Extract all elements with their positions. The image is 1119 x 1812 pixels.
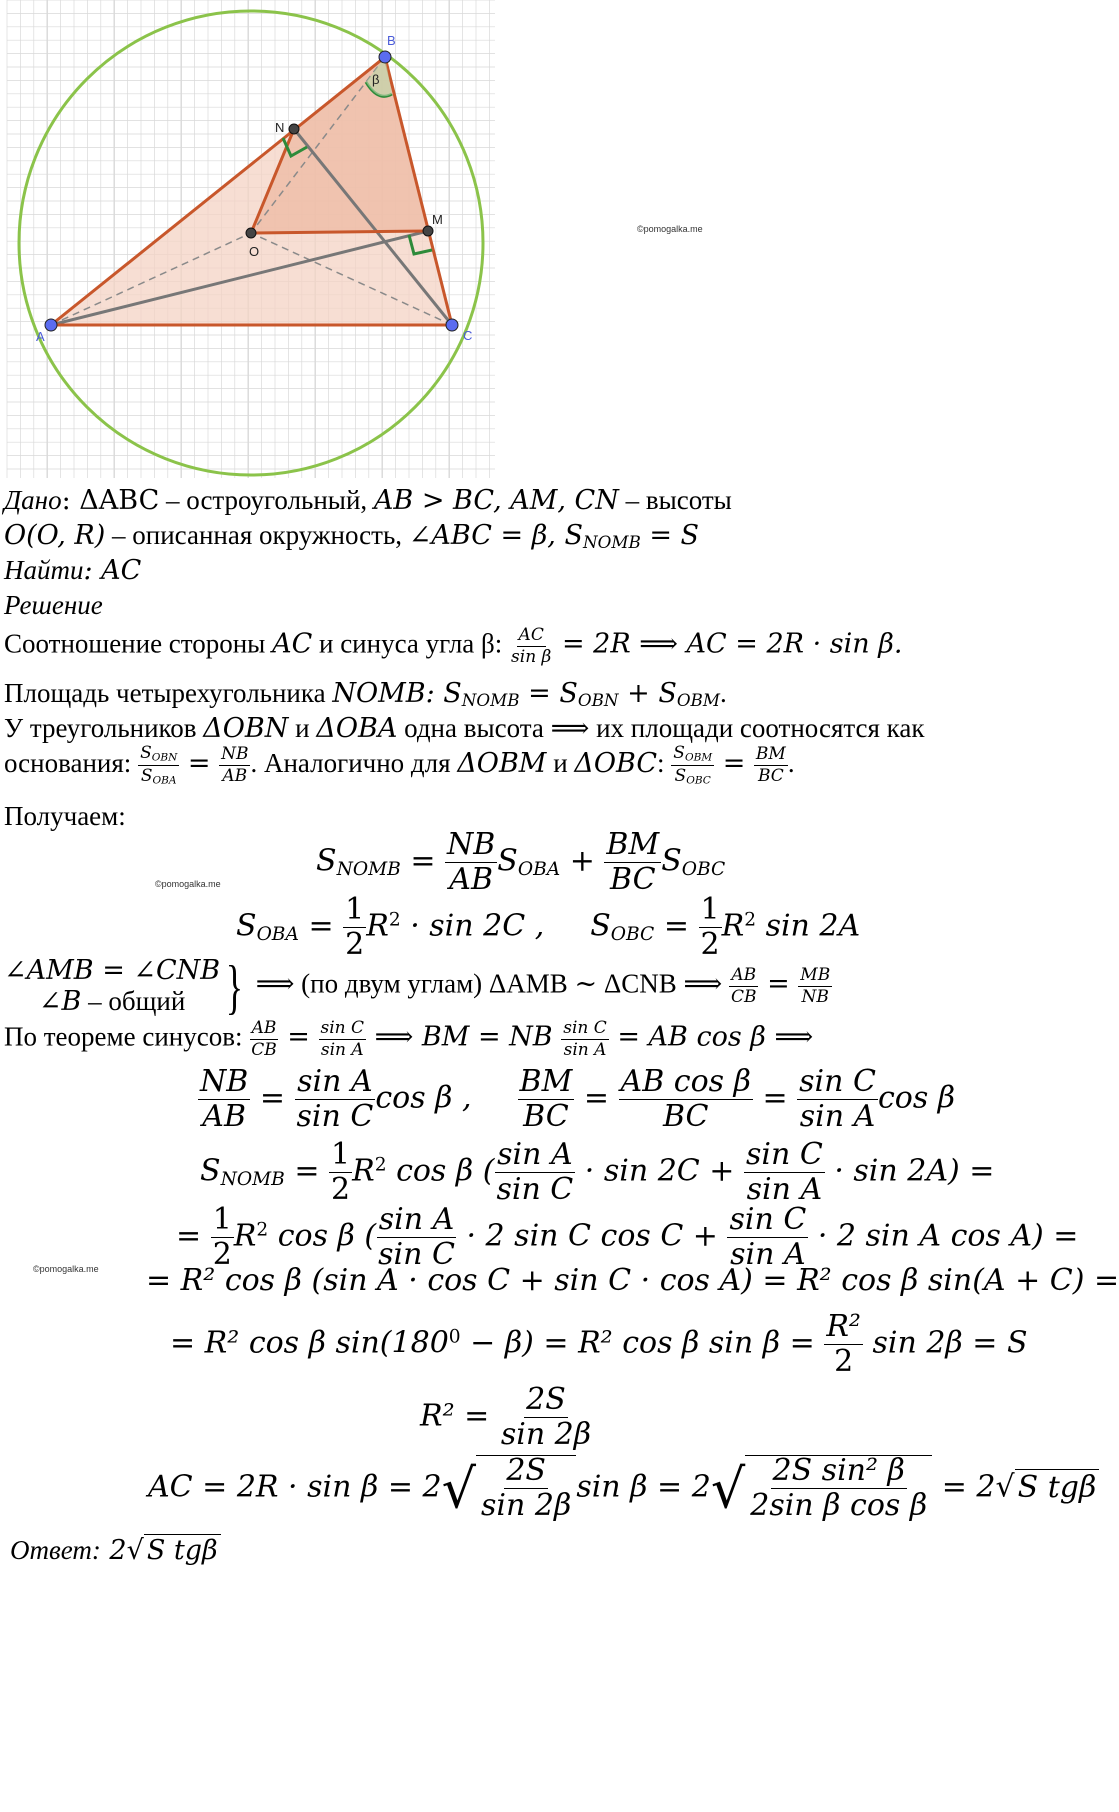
point-c <box>446 319 458 331</box>
get-label: Получаем: <box>4 801 126 831</box>
big-eq-2: = $\frac{1}{2}$ $R^2$ cos β ( $\frac{\text{sin A}}{\text{sin C}}$ · 2 sin C cos C + $\frac{\text{sin C}}{\text{sin A}}$ · 2 sin A cos A) = <box>176 1202 1079 1272</box>
find-line: Найти: AC <box>4 555 142 586</box>
watermark-mid: ©pomogalka.me <box>155 879 221 889</box>
label-beta: β <box>372 72 380 87</box>
point-m <box>423 226 433 236</box>
sines-line: По теореме синусов: $\frac{AB}{CB}$ = $\frac{\text{sin C}}{\text{sin A}}$ ⟹ BM = NB $\frac{\text{sin C}}{\text{sin A}}$ = AB cos β ⟹ <box>4 1018 814 1060</box>
label-b: B <box>387 33 396 48</box>
point-o <box>246 228 256 238</box>
bases-line: основания: $\frac{S_{OBN}}{S_{OBA}}$ = $\frac{NB}{AB}$ . Аналогично для ΔOBM и ΔOBC: $\frac{S_{OBM}}{S_{OBC}}$ = $\frac{BM}{BC}$ . <box>4 743 795 787</box>
label-o: O <box>249 244 260 259</box>
label-n: N <box>275 120 285 135</box>
given-line-2: O(O, R) – описанная окружность, ∠ABC = β, $S_{NOMB} = S$ <box>4 520 700 553</box>
point-a <box>45 319 57 331</box>
point-n <box>289 124 299 134</box>
ratio-line: Соотношение стороны AC и синуса угла β: $\frac{AC}{\text{sin β}}$ = 2R ⟹ AC = 2R · sin β. <box>4 625 903 667</box>
label-c: C <box>463 328 473 343</box>
ac-final-eq: AC = 2R · sin β = 2√ $\frac{2S}{\sin 2\beta}$ sin β = 2√ $\frac{\text{2S sin² β}}{\text{2sin β cos β}}$ = 2√ S tgβ <box>148 1455 1099 1521</box>
label-a: A <box>36 329 45 344</box>
watermark-bottom: ©pomogalka.me <box>33 1264 99 1274</box>
big-eq-3: = R² cos β (sin A · cos C + sin C · cos A) = R² cos β sin(A + C) = <box>146 1263 1119 1298</box>
geometry-figure <box>0 0 500 480</box>
solution-label: Решение <box>4 590 103 620</box>
heights-line: У треугольников ΔOBN и ΔOBA одна высота ⟹ их площади соотносятся как <box>4 713 925 744</box>
eq-areas: $S_{OBA}$ = $\frac{1}{2}$ $R^2 \cdot \sin 2C$ , $S_{OBC}$ = $\frac{1}{2}$ $R^2$ sin 2A <box>236 892 861 962</box>
big-eq-1: $S_{NOMB}$ = $\frac{1}{2}$ $R^2$ cos β ( $\frac{\text{sin A}}{\text{sin C}}$ · sin 2C + $\frac{\text{sin C}}{\text{sin A}}$ · sin 2A) = <box>200 1137 995 1207</box>
area-line: Площадь четырехугольника NOMB: $S_{NOMB} = S_{OBN} + S_{OBM}$. <box>4 678 727 711</box>
answer-line: Ответ: 2√ S tgβ <box>10 1534 221 1567</box>
watermark-top: ©pomogalka.me <box>637 224 703 234</box>
r2-eq: R² = $\frac{2S}{\sin 2\beta}$ <box>420 1382 592 1452</box>
given-line-1: Дано: ΔABC – остроугольный, AB > BC, AM, CN – высоты <box>4 485 732 516</box>
label-m: M <box>432 212 443 227</box>
eq-snomb: $S_{NOMB}$ = $\frac{NB}{AB}$ $S_{OBA}$ + $\frac{BM}{BC}$ $S_{OBC}$ <box>316 827 726 897</box>
big-eq-4: = R² cos β $\sin(180^0 - \beta) = R^2$ cos β sin β = $\frac{\text{R²}}{2}$ sin 2β = S <box>170 1309 1028 1379</box>
point-b <box>379 51 391 63</box>
ratios-line: $\frac{NB}{AB}$ = $\frac{\text{sin A}}{\text{sin C}}$ cos β , $\frac{BM}{BC}$ = $\frac{\text{AB cos β}}{BC}$ = $\frac{\text{sin C}}{\text{sin A}}$ cos β <box>200 1064 956 1134</box>
similar-line: ∠AMB = ∠CNB ∠B – общий } ⟹ (по двум углам) ΔAMB ∼ ΔCNB ⟹ $\frac{AB}{CB}$ = $\frac{MB}{NB}$ <box>4 953 831 1020</box>
